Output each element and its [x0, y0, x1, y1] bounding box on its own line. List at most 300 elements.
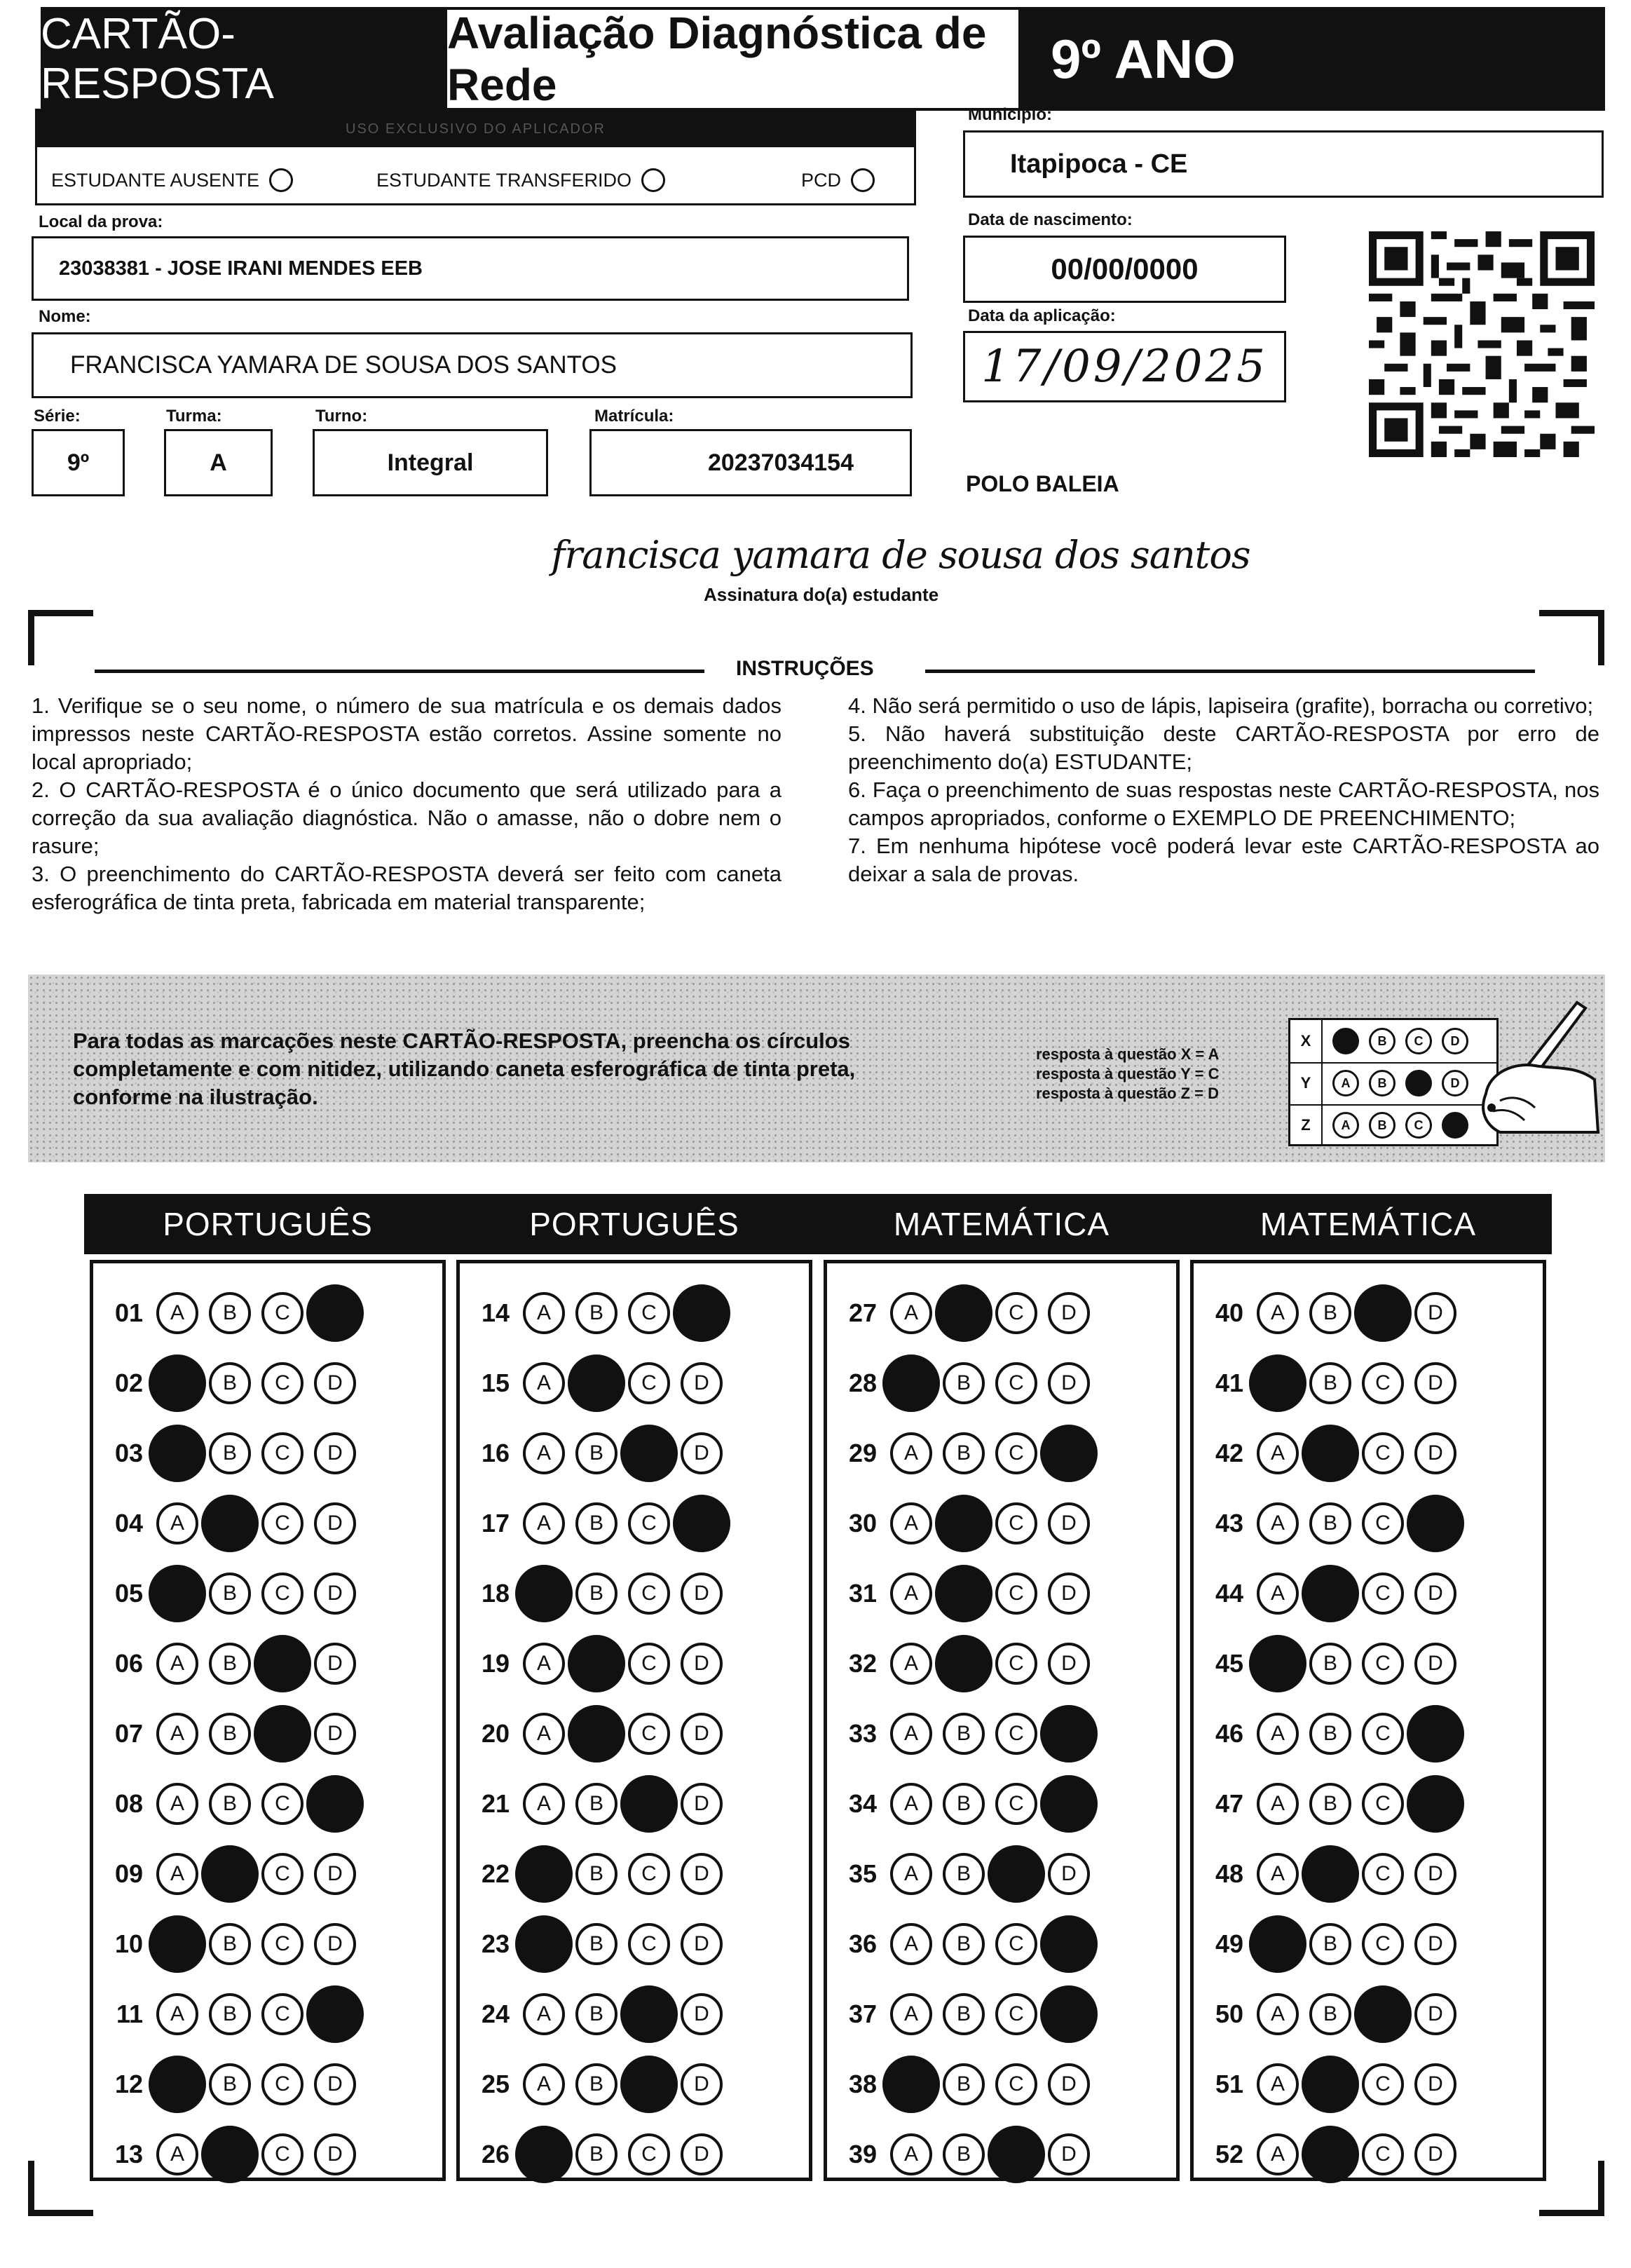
answer-bubble-c[interactable]: C [261, 1502, 303, 1544]
question-number: 08 [114, 1789, 143, 1818]
answer-bubble-b[interactable]: B [575, 1292, 617, 1334]
answer-bubble-c[interactable]: C [261, 2133, 303, 2175]
answer-bubble-c[interactable]: C [1362, 1853, 1404, 1895]
question-number: 15 [481, 1369, 510, 1397]
example-bubble-a: A [1332, 1112, 1359, 1139]
answer-bubble-b[interactable]: B [575, 1853, 617, 1895]
answer-bubble-b[interactable]: B [1309, 1993, 1351, 2035]
answer-bubble-d[interactable]: D [681, 1643, 723, 1685]
answer-bubble-d[interactable]: D [1414, 2063, 1456, 2105]
answer-bubble-d[interactable]: D [1414, 1573, 1456, 1615]
question-row [1194, 1566, 1456, 1622]
answer-bubble-c[interactable]: C [261, 1292, 303, 1334]
answer-bubble-a[interactable]: A [890, 1713, 932, 1755]
answer-bubble-d[interactable]: D [314, 1853, 356, 1895]
answer-bubble-c[interactable]: C [628, 1643, 670, 1685]
question-number: 17 [481, 1509, 510, 1537]
answer-bubble-a[interactable]: A [1257, 1432, 1299, 1474]
answer-bubble-d[interactable] [306, 1775, 364, 1833]
answer-bubble-b[interactable]: B [209, 1362, 251, 1404]
answer-bubble-c[interactable]: C [261, 1993, 303, 2035]
answer-bubble-c[interactable]: C [1362, 2063, 1404, 2105]
answer-bubble-c[interactable]: C [995, 1432, 1037, 1474]
answer-bubble-c[interactable]: C [261, 1853, 303, 1895]
answer-bubble-d[interactable]: D [681, 1923, 723, 1965]
answer-bubble-c[interactable]: C [995, 1923, 1037, 1965]
pcd-label: PCD [801, 169, 842, 191]
answer-bubble-d[interactable]: D [1048, 1502, 1090, 1544]
answer-bubble-d[interactable]: D [681, 2063, 723, 2105]
answer-bubble-d[interactable] [1040, 1705, 1098, 1763]
matricula-field [589, 429, 912, 496]
instruction-6: 6. Faça o preenchimento de suas respostas neste CARTÃO-RESPOSTA, nos campos apropriados, conforme o EXEMPLO DE PREENCHIMENTO; [848, 777, 1599, 830]
answer-bubble-a[interactable]: A [1257, 1713, 1299, 1755]
example-bubble-d: D [1442, 1028, 1468, 1054]
answer-bubble-a[interactable]: A [890, 1783, 932, 1825]
question-row [460, 1285, 723, 1341]
answer-bubble-d[interactable] [306, 1284, 364, 1342]
answer-bubble-b[interactable] [1302, 1565, 1359, 1622]
absent-bubble[interactable] [269, 168, 293, 192]
answer-bubble-a[interactable]: A [890, 1853, 932, 1895]
serie-label: Série: [34, 407, 81, 426]
answer-bubble-b[interactable]: B [1309, 1713, 1351, 1755]
answer-bubble-a[interactable] [1249, 1635, 1306, 1692]
answer-bubble-c[interactable]: C [1362, 1502, 1404, 1544]
answer-bubble-b[interactable] [1302, 1425, 1359, 1482]
answer-bubble-a[interactable]: A [1257, 1783, 1299, 1825]
instructions-rule-left [95, 670, 704, 673]
example-row-key: X [1290, 1020, 1323, 1062]
answer-bubble-b[interactable]: B [575, 1432, 617, 1474]
applicator-bar: USO EXCLUSIVO DO APLICADOR [37, 111, 914, 147]
answer-bubble-c[interactable]: C [628, 1923, 670, 1965]
answer-bubble-a[interactable]: A [156, 1713, 198, 1755]
answer-bubble-a[interactable]: A [890, 1643, 932, 1685]
answer-bubble-a[interactable] [149, 1915, 206, 1973]
answer-bubble-a[interactable]: A [1257, 1993, 1299, 2035]
answer-bubble-d[interactable]: D [1414, 1643, 1456, 1685]
question-row [1194, 1355, 1456, 1411]
answer-bubble-d[interactable]: D [1048, 1573, 1090, 1615]
answer-bubble-c[interactable]: C [261, 1783, 303, 1825]
answer-bubble-d[interactable] [1040, 1985, 1098, 2043]
answer-bubble-d[interactable] [1040, 1775, 1098, 1833]
answer-bubble-a[interactable]: A [156, 1292, 198, 1334]
answer-bubble-c[interactable]: C [261, 1923, 303, 1965]
question-number: 47 [1215, 1789, 1243, 1818]
polo-label: POLO BALEIA [966, 471, 1119, 496]
grade-title: 9º ANO [1018, 7, 1605, 111]
question-number: 52 [1215, 2140, 1243, 2168]
question-row [828, 2056, 1090, 2112]
answer-bubble-a[interactable] [149, 1425, 206, 1482]
answer-bubble-a[interactable]: A [523, 1432, 565, 1474]
answer-bubble-d[interactable]: D [314, 1923, 356, 1965]
answer-bubble-c[interactable]: C [995, 1713, 1037, 1755]
answer-bubble-c[interactable] [254, 1635, 311, 1692]
qr-code [1369, 231, 1595, 457]
answer-bubble-d[interactable]: D [1414, 1292, 1456, 1334]
answer-bubble-d[interactable]: D [1048, 1853, 1090, 1895]
question-number: 04 [114, 1509, 143, 1537]
answer-bubble-b[interactable]: B [209, 1713, 251, 1755]
answer-bubble-a[interactable] [882, 1354, 940, 1412]
answer-bubble-b[interactable]: B [209, 1923, 251, 1965]
answer-bubble-d[interactable] [306, 1985, 364, 2043]
answer-bubble-b[interactable] [568, 1354, 625, 1412]
answer-bubble-c[interactable]: C [995, 1643, 1037, 1685]
question-row [94, 1285, 356, 1341]
example-line-y: resposta à questão Y = C [1036, 1065, 1220, 1082]
answer-bubble-c[interactable]: C [1362, 1923, 1404, 1965]
answer-bubble-d[interactable] [1407, 1495, 1464, 1552]
answer-bubble-b[interactable]: B [575, 2133, 617, 2175]
answer-bubble-d[interactable]: D [314, 2133, 356, 2175]
turno-value: Integral [387, 449, 474, 476]
answer-bubble-b[interactable] [201, 1495, 259, 1552]
answer-bubble-c[interactable] [1354, 1284, 1412, 1342]
subject-header: MATEMÁTICA [1185, 1194, 1552, 1254]
answer-bubble-a[interactable] [515, 1845, 573, 1903]
answer-bubble-a[interactable]: A [890, 1432, 932, 1474]
answer-bubble-a[interactable]: A [156, 1502, 198, 1544]
answer-bubble-d[interactable]: D [1414, 2133, 1456, 2175]
answer-bubble-c[interactable] [620, 2056, 678, 2113]
question-number: 16 [481, 1439, 510, 1467]
answer-bubble-b[interactable]: B [209, 1783, 251, 1825]
answer-bubble-d[interactable] [1040, 1425, 1098, 1482]
answer-bubble-b[interactable] [1302, 2126, 1359, 2183]
aplicacao-field[interactable] [963, 331, 1286, 402]
question-number: 22 [481, 1859, 510, 1888]
answer-bubble-a[interactable]: A [156, 1853, 198, 1895]
answer-bubble-d[interactable]: D [314, 1362, 356, 1404]
answer-bubble-b[interactable] [935, 1635, 992, 1692]
answer-bubble-d[interactable]: D [314, 1502, 356, 1544]
answer-bubble-d[interactable]: D [1048, 2133, 1090, 2175]
answer-bubble-a[interactable] [515, 2126, 573, 2183]
local-value: 23038381 - JOSE IRANI MENDES EEB [59, 257, 423, 280]
answer-bubble-a[interactable]: A [890, 1993, 932, 2035]
answer-bubble-a[interactable] [149, 2056, 206, 2113]
answer-bubble-c[interactable]: C [1362, 1783, 1404, 1825]
answer-bubble-b[interactable]: B [575, 1923, 617, 1965]
answer-bubble-a[interactable]: A [523, 1362, 565, 1404]
answer-bubble-b[interactable]: B [943, 1923, 985, 1965]
answer-bubble-c[interactable]: C [995, 1783, 1037, 1825]
example-bubble-c: C [1405, 1112, 1432, 1139]
corner-top-left-v [28, 610, 34, 665]
question-row [460, 1986, 723, 2042]
question-number: 05 [114, 1579, 143, 1608]
question-row [94, 1846, 356, 1902]
answer-bubble-b[interactable]: B [575, 1502, 617, 1544]
answer-bubble-a[interactable]: A [1257, 1853, 1299, 1895]
answer-bubble-d[interactable]: D [681, 1432, 723, 1474]
answer-bubble-c[interactable]: C [628, 2133, 670, 2175]
answer-bubble-c[interactable]: C [995, 2063, 1037, 2105]
question-row [94, 1986, 356, 2042]
transferred-label: ESTUDANTE TRANSFERIDO [376, 169, 632, 191]
answer-bubble-c[interactable]: C [628, 1362, 670, 1404]
question-number: 49 [1215, 1929, 1243, 1958]
answer-bubble-c[interactable]: C [995, 1292, 1037, 1334]
question-row [460, 1355, 723, 1411]
answer-bubble-c[interactable]: C [995, 1502, 1037, 1544]
question-number: 19 [481, 1649, 510, 1678]
instructions-left [32, 692, 782, 916]
question-number: 43 [1215, 1509, 1243, 1537]
local-label: Local da prova: [39, 212, 163, 231]
answer-bubble-b[interactable]: B [209, 1292, 251, 1334]
answer-bubble-b[interactable]: B [575, 1993, 617, 2035]
question-number: 34 [848, 1789, 877, 1818]
question-number: 28 [848, 1369, 877, 1397]
answer-bubble-c[interactable] [620, 1985, 678, 2043]
answer-bubble-d[interactable]: D [314, 1643, 356, 1685]
answer-bubble-b[interactable]: B [575, 1573, 617, 1615]
answer-bubble-a[interactable] [515, 1915, 573, 1973]
answer-bubble-b[interactable]: B [1309, 1643, 1351, 1685]
answer-bubble-a[interactable]: A [890, 1292, 932, 1334]
question-row [460, 1916, 723, 1972]
answer-bubble-d[interactable]: D [314, 1713, 356, 1755]
aplicacao-label: Data da aplicação: [968, 306, 1116, 325]
answer-bubble-a[interactable]: A [523, 1993, 565, 2035]
answer-bubble-a[interactable]: A [156, 1643, 198, 1685]
answer-bubble-c[interactable] [1354, 1985, 1412, 2043]
answer-bubble-a[interactable]: A [156, 1993, 198, 2035]
answer-bubble-d[interactable]: D [314, 1573, 356, 1615]
answer-bubble-d[interactable]: D [681, 1853, 723, 1895]
answer-bubble-b[interactable]: B [209, 1573, 251, 1615]
answer-bubble-c[interactable]: C [261, 1573, 303, 1615]
answer-bubble-d[interactable] [673, 1495, 730, 1552]
answer-bubble-c[interactable]: C [1362, 2133, 1404, 2175]
answer-bubble-c[interactable]: C [261, 1362, 303, 1404]
answer-bubble-a[interactable]: A [1257, 2133, 1299, 2175]
answer-bubble-c[interactable] [620, 1425, 678, 1482]
question-number: 38 [848, 2070, 877, 2098]
answer-bubble-b[interactable]: B [209, 2063, 251, 2105]
answer-bubble-a[interactable]: A [890, 2133, 932, 2175]
answer-bubble-b[interactable]: B [943, 1783, 985, 1825]
question-row [94, 1425, 356, 1481]
answer-bubble-d[interactable]: D [681, 1993, 723, 2035]
answer-bubble-b[interactable]: B [1309, 1502, 1351, 1544]
answer-bubble-b[interactable]: B [943, 1713, 985, 1755]
answer-bubble-b[interactable]: B [943, 2133, 985, 2175]
nascimento-label: Data de nascimento: [968, 210, 1133, 229]
answer-bubble-b[interactable] [935, 1565, 992, 1622]
answer-bubble-c[interactable]: C [1362, 1432, 1404, 1474]
answer-bubble-b[interactable] [201, 1845, 259, 1903]
question-number: 42 [1215, 1439, 1243, 1467]
question-number: 10 [114, 1929, 143, 1958]
answer-bubble-a[interactable]: A [890, 1502, 932, 1544]
transferred-bubble[interactable] [641, 168, 665, 192]
answer-bubble-b[interactable] [201, 2126, 259, 2183]
answer-bubble-c[interactable]: C [995, 1362, 1037, 1404]
answer-bubble-b[interactable] [1302, 2056, 1359, 2113]
question-number: 45 [1215, 1649, 1243, 1678]
example-line-x: resposta à questão X = A [1036, 1045, 1220, 1063]
turma-label: Turma: [166, 407, 222, 426]
transferred-option[interactable] [376, 168, 665, 192]
answer-bubble-c[interactable]: C [995, 1573, 1037, 1615]
answer-bubble-c[interactable]: C [628, 1502, 670, 1544]
answer-bubble-a[interactable] [882, 2056, 940, 2113]
answer-bubble-d[interactable]: D [681, 1362, 723, 1404]
answer-bubble-c[interactable]: C [1362, 1643, 1404, 1685]
answer-bubble-b[interactable]: B [575, 1783, 617, 1825]
answer-bubble-b[interactable]: B [943, 1432, 985, 1474]
answer-bubble-a[interactable]: A [1257, 1573, 1299, 1615]
answer-bubble-d[interactable]: D [1414, 1362, 1456, 1404]
answer-bubble-c[interactable]: C [628, 1853, 670, 1895]
matricula-value: 20237034154 [707, 449, 854, 476]
signature-caption: Assinatura do(a) estudante [704, 584, 939, 605]
question-row [460, 2056, 723, 2112]
question-row [460, 1846, 723, 1902]
question-number: 36 [848, 1929, 877, 1958]
pcd-bubble[interactable] [851, 168, 875, 192]
question-row [828, 1425, 1090, 1481]
question-number: 13 [114, 2140, 143, 2168]
answer-bubble-a[interactable] [1249, 1915, 1306, 1973]
answer-bubble-b[interactable]: B [209, 1432, 251, 1474]
answer-bubble-d[interactable]: D [1414, 1432, 1456, 1474]
answer-bubble-b[interactable]: B [1309, 1783, 1351, 1825]
turma-value: A [210, 449, 227, 476]
answer-bubble-c[interactable]: C [261, 2063, 303, 2105]
question-number: 30 [848, 1509, 877, 1537]
answer-bubble-b[interactable] [1302, 1845, 1359, 1903]
answer-bubble-c[interactable] [988, 2126, 1045, 2183]
answer-bubble-b[interactable]: B [1309, 1923, 1351, 1965]
example-bubble-c: C [1405, 1070, 1432, 1096]
answer-bubble-c[interactable] [620, 1775, 678, 1833]
question-number: 37 [848, 1999, 877, 2028]
answer-bubble-a[interactable] [1249, 1354, 1306, 1412]
answer-bubble-b[interactable] [935, 1495, 992, 1552]
question-row [460, 1706, 723, 1762]
answer-bubble-b[interactable]: B [943, 1362, 985, 1404]
example-bubble-a: A [1332, 1028, 1359, 1054]
answer-bubble-b[interactable]: B [943, 1853, 985, 1895]
answer-bubble-b[interactable]: B [1309, 1362, 1351, 1404]
answer-bubble-b[interactable] [935, 1284, 992, 1342]
answer-bubble-d[interactable]: D [314, 1432, 356, 1474]
answer-bubble-a[interactable]: A [1257, 1502, 1299, 1544]
question-row [828, 1636, 1090, 1692]
instructions-rule-right [925, 670, 1535, 673]
answer-bubble-a[interactable]: A [1257, 2063, 1299, 2105]
answer-bubble-b[interactable]: B [943, 1993, 985, 2035]
answer-bubble-a[interactable] [149, 1354, 206, 1412]
answer-bubble-c[interactable]: C [628, 1292, 670, 1334]
answer-bubble-d[interactable]: D [681, 1713, 723, 1755]
answer-bubble-d[interactable]: D [1048, 1643, 1090, 1685]
question-row [1194, 1986, 1456, 2042]
answer-bubble-a[interactable]: A [523, 1713, 565, 1755]
answer-bubble-c[interactable]: C [1362, 1573, 1404, 1615]
answer-bubble-c[interactable]: C [628, 1573, 670, 1615]
answer-bubble-c[interactable]: C [261, 1432, 303, 1474]
answer-bubble-d[interactable] [1040, 1915, 1098, 1973]
name-value: FRANCISCA YAMARA DE SOUSA DOS SANTOS [70, 351, 617, 379]
answer-bubble-d[interactable] [1407, 1775, 1464, 1833]
answer-bubble-d[interactable]: D [681, 1573, 723, 1615]
answer-bubble-d[interactable]: D [1414, 1853, 1456, 1895]
answer-bubble-d[interactable]: D [314, 2063, 356, 2105]
answer-bubble-d[interactable]: D [681, 2133, 723, 2175]
absent-option[interactable] [51, 168, 293, 192]
answer-bubble-a[interactable]: A [890, 1573, 932, 1615]
answer-bubble-c[interactable]: C [628, 1713, 670, 1755]
question-number: 20 [481, 1719, 510, 1748]
answer-bubble-a[interactable]: A [890, 1923, 932, 1965]
answer-bubble-c[interactable] [254, 1705, 311, 1763]
answer-bubble-a[interactable]: A [523, 1502, 565, 1544]
answer-bubble-d[interactable]: D [1048, 2063, 1090, 2105]
answer-bubble-a[interactable] [515, 1565, 573, 1622]
answer-bubble-d[interactable]: D [1414, 1993, 1456, 2035]
answer-bubble-a[interactable] [149, 1565, 206, 1622]
answer-bubble-d[interactable]: D [1414, 1923, 1456, 1965]
answer-bubble-a[interactable]: A [156, 2133, 198, 2175]
question-row [94, 1636, 356, 1692]
answer-bubble-b[interactable]: B [209, 1993, 251, 2035]
example-bubble-d: D [1442, 1112, 1468, 1139]
question-number: 14 [481, 1298, 510, 1327]
question-row [1194, 1706, 1456, 1762]
answer-bubble-b[interactable] [568, 1635, 625, 1692]
question-number: 39 [848, 2140, 877, 2168]
answer-bubble-a[interactable]: A [156, 1783, 198, 1825]
answer-bubble-b[interactable]: B [1309, 1292, 1351, 1334]
question-row [828, 2126, 1090, 2182]
question-row [460, 1495, 723, 1551]
answer-bubble-b[interactable] [568, 1705, 625, 1763]
question-row [1194, 1495, 1456, 1551]
question-number: 18 [481, 1579, 510, 1608]
answer-bubble-d[interactable]: D [1048, 1292, 1090, 1334]
answer-bubble-b[interactable]: B [575, 2063, 617, 2105]
corner-bottom-right-h [1539, 2210, 1604, 2216]
answer-bubble-d[interactable] [1407, 1705, 1464, 1763]
answer-bubble-d[interactable] [673, 1284, 730, 1342]
answer-bubble-c[interactable]: C [995, 1993, 1037, 2035]
answer-bubble-a[interactable]: A [523, 1783, 565, 1825]
pcd-option[interactable] [801, 168, 875, 192]
answer-bubble-a[interactable]: A [1257, 1292, 1299, 1334]
question-number: 51 [1215, 2070, 1243, 2098]
question-number: 41 [1215, 1369, 1243, 1397]
answer-bubble-b[interactable]: B [943, 2063, 985, 2105]
answer-bubble-c[interactable]: C [1362, 1713, 1404, 1755]
answer-bubble-b[interactable]: B [209, 1643, 251, 1685]
answer-bubble-c[interactable]: C [1362, 1362, 1404, 1404]
answer-bubble-d[interactable]: D [681, 1783, 723, 1825]
answer-bubble-d[interactable]: D [1048, 1362, 1090, 1404]
answer-bubble-a[interactable]: A [523, 1292, 565, 1334]
question-row [94, 2056, 356, 2112]
answer-bubble-c[interactable] [988, 1845, 1045, 1903]
answer-bubble-a[interactable]: A [523, 1643, 565, 1685]
answer-bubble-a[interactable]: A [523, 2063, 565, 2105]
